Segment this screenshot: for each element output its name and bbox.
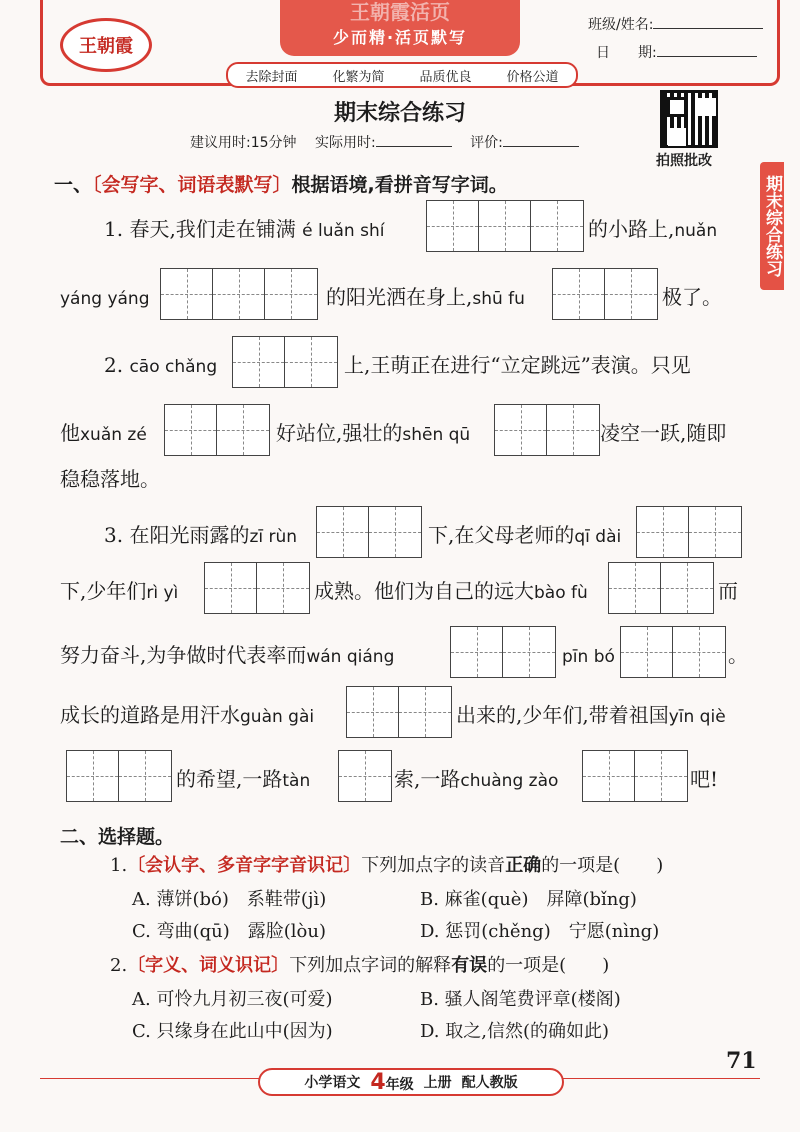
p3-line5b xyxy=(394,764,558,796)
pinyin: bào fù xyxy=(534,583,588,603)
answer-boxes[interactable] xyxy=(608,562,714,614)
pinyin: yīn qiè xyxy=(668,707,726,727)
p3-line2 xyxy=(60,576,178,608)
emphasis: 有误 xyxy=(451,955,488,976)
p3-line3b xyxy=(562,640,615,672)
pinyin: guàn gài xyxy=(240,707,315,727)
p3-line4b xyxy=(456,700,726,732)
p2-line2 xyxy=(60,418,147,450)
text: 的一项是( ) xyxy=(487,955,610,976)
footer-edition: 配人教版 xyxy=(461,1075,518,1091)
text: 3. 在阳光雨露的 xyxy=(104,523,250,547)
text: 的小路上, xyxy=(588,217,675,241)
text: 努力奋斗,为争做时代表率而 xyxy=(60,643,307,667)
tagline-item: 品质优良 xyxy=(419,69,472,85)
text: 成长的道路是用汗水 xyxy=(60,703,240,727)
banner-title: 王朝霞活页 xyxy=(350,0,450,24)
score-blank[interactable] xyxy=(503,132,579,147)
answer-boxes[interactable] xyxy=(582,750,688,802)
pinyin: nuǎn xyxy=(674,221,718,241)
question-number: 1. xyxy=(110,855,128,876)
q1-option-b[interactable]: B. 麻雀(què) 屏障(bǐng) xyxy=(420,889,637,910)
page-number: 71 xyxy=(726,1048,757,1074)
footer-bar xyxy=(258,1068,564,1096)
pinyin: zī rùn xyxy=(249,527,298,547)
text: 的希望,一路 xyxy=(176,767,283,791)
answer-boxes[interactable] xyxy=(346,686,452,738)
p1-line2c: 极了。 xyxy=(662,285,722,309)
section1-heading xyxy=(54,170,508,197)
footer-grade-number: 4 xyxy=(370,1069,386,1095)
pinyin: shū fu xyxy=(472,289,525,309)
footer-subject: 小学语文 xyxy=(304,1075,361,1091)
q1-option-d[interactable]: D. 惩罚(chěng) 宁愿(nìng) xyxy=(420,921,660,942)
pinyin: wán qiáng xyxy=(306,647,395,667)
p2-line1 xyxy=(104,350,217,382)
answer-boxes[interactable] xyxy=(160,268,318,320)
section-tag: 〔会写字、词语表默写〕 xyxy=(92,174,292,196)
text: 下,在父母老师的 xyxy=(428,523,575,547)
date-label: 日 期: xyxy=(596,45,657,61)
answer-boxes[interactable] xyxy=(552,268,658,320)
q2-option-b[interactable]: B. 骚人阁笔费评章(楼阁) xyxy=(420,989,621,1010)
page-title: 期末综合练习 xyxy=(333,101,466,126)
text: 好站位,强壮的 xyxy=(276,421,403,445)
p3-line4 xyxy=(60,700,314,732)
emphasis: 正确 xyxy=(505,855,542,876)
banner xyxy=(280,0,520,56)
brand-logo xyxy=(60,18,152,72)
answer-boxes[interactable] xyxy=(164,404,270,456)
tagline-item: 去除封面 xyxy=(245,69,298,85)
text: 的一项是( ) xyxy=(541,855,664,876)
text: 出来的,少年们,带着祖国 xyxy=(456,703,669,727)
p1-line1b xyxy=(588,214,717,246)
pinyin: qī dài xyxy=(574,527,622,547)
answer-boxes[interactable] xyxy=(426,200,584,252)
class-name-label: 班级/姓名: xyxy=(588,17,654,33)
answer-boxes[interactable] xyxy=(204,562,310,614)
footer-grade: 年级 xyxy=(385,1076,414,1093)
p2-line1b: 上,王萌正在进行“立定跳远”表演。只见 xyxy=(344,353,691,377)
actual-time-blank[interactable] xyxy=(376,132,452,147)
pinyin: tàn xyxy=(282,771,311,791)
p3-line3c: 。 xyxy=(728,643,748,667)
text: 的阳光洒在身上, xyxy=(326,285,473,309)
section-number: 一、 xyxy=(54,174,93,196)
side-tab: 期末综合练习 xyxy=(760,162,784,290)
qr-code[interactable] xyxy=(660,90,718,148)
q1-stem xyxy=(110,852,663,880)
question-number: 2. xyxy=(110,955,128,976)
answer-boxes[interactable] xyxy=(620,626,726,678)
class-name-field[interactable] xyxy=(588,14,763,34)
p1-line2b xyxy=(326,282,525,314)
pinyin: xuǎn zé xyxy=(80,425,147,445)
q1-option-c[interactable]: C. 弯曲(qū) 露脸(lòu) xyxy=(132,921,326,942)
pinyin: pīn bó xyxy=(562,647,615,667)
q2-stem xyxy=(110,952,609,980)
answer-boxes[interactable] xyxy=(66,750,172,802)
p2-line3: 稳稳落地。 xyxy=(60,467,160,491)
footer-term: 上册 xyxy=(423,1075,452,1091)
q2-option-a[interactable]: A. 可怜九月初三夜(可爱) xyxy=(132,989,333,1010)
p1-line1 xyxy=(104,214,384,246)
pinyin: chuàng zào xyxy=(460,771,559,791)
text: 下列加点字词的解释 xyxy=(289,955,452,976)
suggested-time: 建议用时:15分钟 xyxy=(190,135,297,151)
tagline-item: 化繁为简 xyxy=(332,69,385,85)
date-field[interactable] xyxy=(596,42,757,62)
text: 他 xyxy=(60,421,80,445)
p1-line2 xyxy=(60,282,150,314)
answer-boxes[interactable] xyxy=(316,506,422,558)
pinyin: yáng yáng xyxy=(60,289,150,309)
pinyin: é luǎn shí xyxy=(302,221,385,241)
q2-option-c[interactable]: C. 只缘身在此山中(因为) xyxy=(132,1021,333,1042)
p3-line2c: 而 xyxy=(718,579,738,603)
answer-boxes[interactable] xyxy=(494,404,600,456)
q1-option-a[interactable]: A. 薄饼(bó) 系鞋带(jì) xyxy=(132,889,327,910)
answer-boxes[interactable] xyxy=(338,750,392,802)
timing-line xyxy=(190,132,579,152)
pinyin: rì yì xyxy=(146,583,179,603)
question-tag: 〔字义、词义识记〕 xyxy=(127,955,290,976)
tagline-item: 价格公道 xyxy=(506,69,559,85)
text: 1. 春天,我们走在铺满 xyxy=(104,217,296,241)
q2-option-d[interactable]: D. 取之,信然(的确如此) xyxy=(420,1021,609,1042)
p3-line1 xyxy=(104,520,297,552)
qr-label: 拍照批改 xyxy=(656,153,712,169)
banner-subtitle: 少而精·活页默写 xyxy=(332,28,468,47)
text: 索,一路 xyxy=(394,767,461,791)
text: 2. xyxy=(104,353,130,377)
section-instruction: 根据语境,看拼音写字词。 xyxy=(291,174,508,196)
text: 下,少年们 xyxy=(60,579,147,603)
p2-line2c: 凌空一跃,随即 xyxy=(600,421,727,445)
brand-text: 王朝霞 xyxy=(79,36,133,57)
section2-heading: 二、选择题。 xyxy=(60,826,175,848)
question-tag: 〔会认字、多音字字音识记〕 xyxy=(127,855,362,876)
p3-line5c: 吧! xyxy=(690,767,719,791)
pinyin: cāo chǎng xyxy=(129,357,218,377)
answer-boxes[interactable] xyxy=(450,626,556,678)
answer-boxes[interactable] xyxy=(636,506,742,558)
p3-line2b xyxy=(314,576,588,608)
answer-boxes[interactable] xyxy=(232,336,338,388)
tagline-bar xyxy=(226,62,578,88)
p3-line5 xyxy=(176,764,310,796)
text: 成熟。他们为自己的远大 xyxy=(314,579,534,603)
text: 下列加点字的读音 xyxy=(361,855,506,876)
p2-line2b xyxy=(276,418,470,450)
p3-line3 xyxy=(60,640,394,672)
pinyin: shēn qū xyxy=(402,425,471,445)
p3-line1b xyxy=(428,520,621,552)
actual-time-label: 实际用时: xyxy=(314,135,376,151)
score-label: 评价: xyxy=(470,135,503,151)
